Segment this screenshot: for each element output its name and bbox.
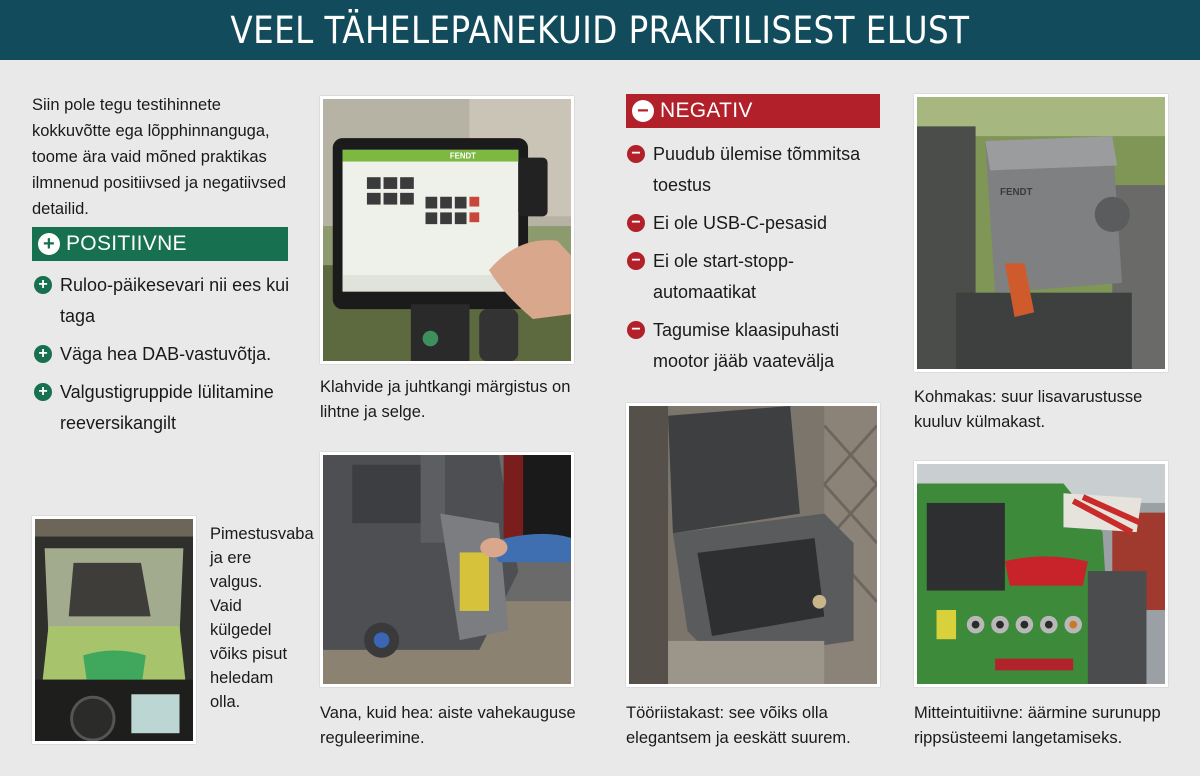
- list-item: [627, 246, 897, 308]
- list-item: [627, 208, 897, 239]
- positive-item-text: Väga hea DAB-vastuvõtja.: [60, 344, 272, 364]
- plus-circle-icon: +: [34, 276, 52, 294]
- minus-circle-icon: −: [627, 252, 645, 270]
- intro-text: Siin pole tegu testihinnete kokkuvõtte ega lõpphinnanguga, toome ära vaid mõned praktikas ilmnenud positiivsed ja negatiivsed detailid.: [32, 96, 287, 218]
- plus-circle-icon: +: [38, 233, 60, 255]
- minus-circle-icon: −: [627, 145, 645, 163]
- lights-caption: Mitteintuitiivne: äärmine surunupp rippsüsteemi langetamiseks.: [914, 704, 1161, 747]
- list-item: [34, 339, 294, 370]
- list-item: [627, 315, 897, 377]
- minus-circle-icon: −: [627, 321, 645, 339]
- toolbox-caption: Tööriistakast: see võiks olla elegantsem ja eeskätt suurem.: [626, 704, 851, 747]
- cooler-brand-text: FENDT: [999, 186, 1033, 198]
- negative-list: [627, 139, 897, 384]
- negative-heading: NEGATIV: [660, 99, 753, 122]
- plus-circle-icon: +: [34, 383, 52, 401]
- positive-list: [34, 270, 294, 446]
- positive-item-text: Ruloo-päikesevari nii ees kui taga: [60, 275, 290, 326]
- terminal-photo: [320, 96, 574, 364]
- list-item: [34, 270, 294, 332]
- negative-item-text: Ei ole start-stopp-automaatikat: [653, 251, 795, 302]
- negative-heading-bar: [626, 94, 880, 128]
- list-item: [34, 377, 294, 439]
- page-title: VEEL TÄHELEPANEKUID PRAKTILISEST ELUST: [230, 8, 970, 52]
- screen-brand-text: FENDT: [449, 151, 476, 161]
- night-cab-caption: Pimestusvaba ja ere valgus. Vaid külgedel võiks pisut heledam olla.: [210, 525, 314, 711]
- plus-circle-icon: +: [34, 345, 52, 363]
- positive-item-text: Valgustigruppide lülitamine reeversikangilt: [60, 382, 274, 433]
- list-item: [627, 139, 897, 201]
- night-cab-photo: [32, 516, 196, 744]
- negative-item-text: Tagumise klaasipuhasti mootor jääb vaatevälja: [653, 320, 840, 371]
- lights-photo: [914, 461, 1168, 687]
- negative-item-text: Puudub ülemise tõmmitsa toestus: [653, 144, 861, 195]
- positive-heading-bar: [32, 227, 288, 261]
- minus-circle-icon: −: [627, 214, 645, 232]
- toolbox-photo: [626, 403, 880, 687]
- terminal-caption: Klahvide ja juhtkangi märgistus on lihtne ja selge.: [320, 378, 571, 421]
- hitch-photo: [320, 452, 574, 687]
- hitch-caption: Vana, kuid hea: aiste vahekauguse reguleerimine.: [320, 704, 576, 747]
- positive-heading: POSITIIVNE: [66, 232, 187, 255]
- negative-item-text: Ei ole USB-C-pesasid: [653, 213, 828, 233]
- page-header: [0, 0, 1200, 60]
- cooler-caption: Kohmakas: suur lisavarustusse kuuluv külmakast.: [914, 388, 1143, 431]
- minus-circle-icon: −: [632, 100, 654, 122]
- cooler-photo: [914, 94, 1168, 372]
